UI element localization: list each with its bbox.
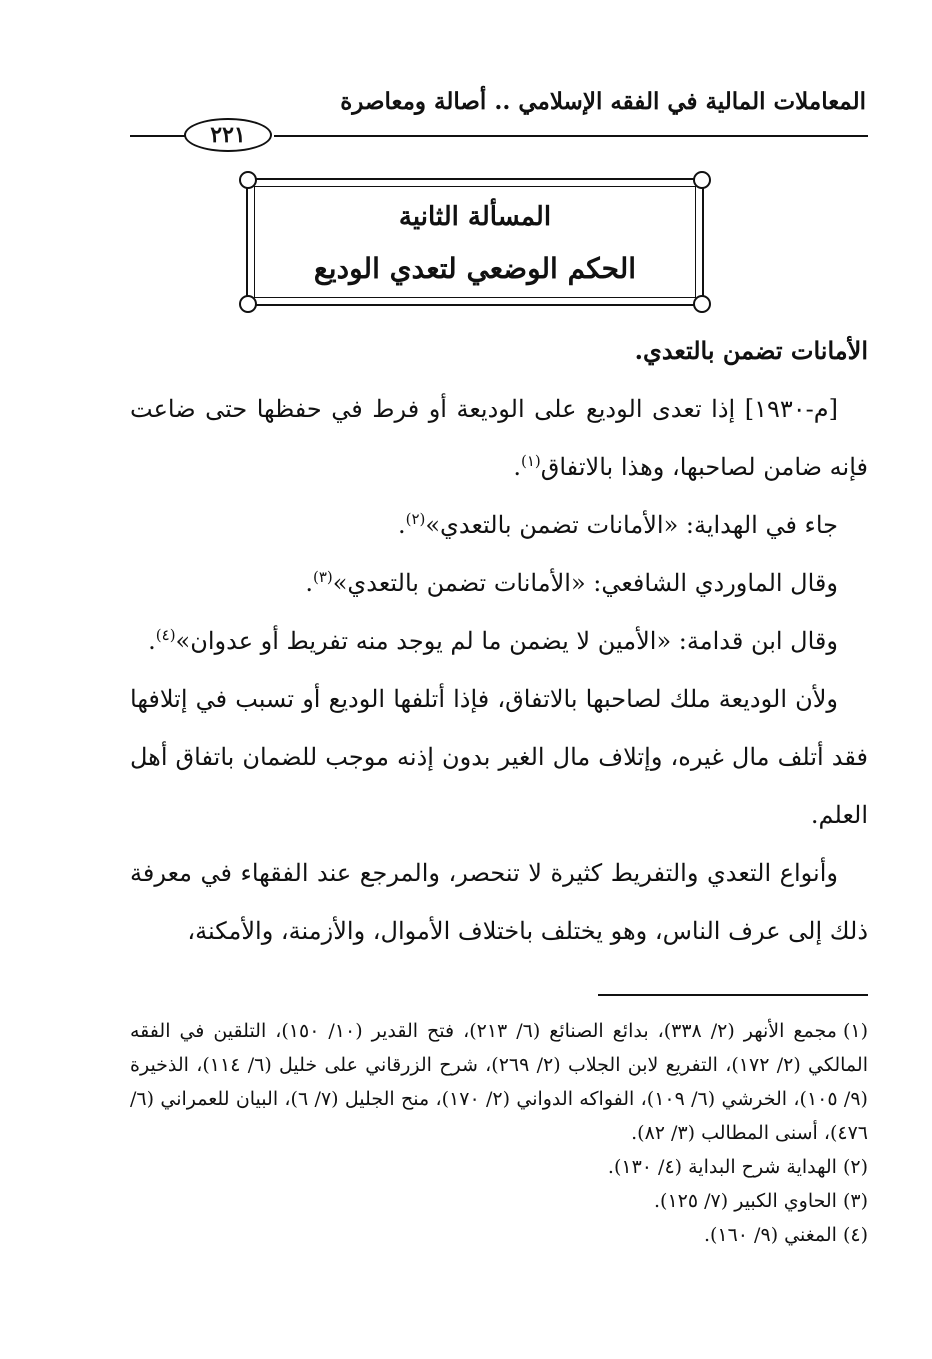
footnotes (130, 1014, 868, 1252)
footnote-text: المغني (٩/ ١٦٠). (703, 1224, 837, 1246)
header-rule (274, 135, 868, 137)
paragraph: ولأن الوديعة ملك لصاحبها بالاتفاق، فإذا أتلفها الوديع أو تسبب في إتلافها فقد أتلف مال غيره، وإتلاف مال الغير بدون إذنه موجب للضمان باتفاق أهل العلم. (130, 685, 868, 829)
paragraph: جاء في الهداية: «الأمانات تضمن بالتعدي»$^{(٢)}$. (397, 510, 838, 539)
footnote-number: (١) (842, 1020, 868, 1042)
footnote-ref: (٢) (405, 510, 426, 528)
ornament-corner (693, 295, 711, 313)
paragraph: وقال ابن قدامة: «الأمين لا يضمن ما لم يوجد منه تفريط أو عدوان»$^{(٤)}$. (148, 626, 838, 655)
main-text (130, 322, 868, 960)
footnote-number: (٤) (842, 1224, 868, 1246)
footnote (130, 1184, 868, 1218)
footnote-separator (598, 994, 868, 996)
paragraph: [م-١٩٣٠] إذا تعدى الوديع على الوديعة أو فرط في حفظها حتى ضاعت فإنه ضامن لصاحبها، وهذا بالاتفاق$^{(١)}$. (130, 395, 868, 481)
footnote-text: الحاوي الكبير (٧/ ١٢٥). (654, 1190, 837, 1212)
ornament-corner (693, 171, 711, 189)
footnote-ref: (٤) (155, 626, 176, 644)
footnote (130, 1218, 868, 1252)
footnote-text: الهداية شرح البداية (٤/ ١٣٠). (607, 1156, 837, 1178)
footnote-text: مجمع الأنهر (٢/ ٣٣٨)، بدائع الصنائع (٦/ ٢١٣)، فتح القدير (١٠/ ١٥٠)، التلقين في الفقه المالكي (٢/ ١٧٢)، التفريع لابن الجلاب (٢/ ٢٦٩)، شرح الزرقاني على خليل (٦/ ١١٤)، الذخيرة (٩/ ١٠٥)، الخرشي (٦/ ١٠٩)، الفواكه الدواني (٢/ ١٧٠)، منح الجليل (٧/ ٦)، البيان للعمراني (٦/ ٤٧٦)، أسنى المطالب (٣/ ٨٢). (130, 1020, 868, 1144)
rule-heading: الأمانات تضمن بالتعدي. (634, 336, 868, 365)
section-title-box (246, 178, 704, 306)
footnote-ref: (٣) (312, 568, 333, 586)
running-header-title: المعاملات المالية في الفقه الإسلامي .. أصالة ومعاصرة (340, 88, 866, 115)
footnote (130, 1014, 868, 1150)
page-number: ٢٢١ (184, 118, 272, 152)
paragraph: وقال الماوردي الشافعي: «الأمانات تضمن بالتعدي»$^{(٣)}$. (305, 568, 838, 597)
section-title: الحكم الوضعي لتعدي الوديع (313, 252, 637, 285)
section-label: المسألة الثانية (398, 202, 552, 232)
footnote-ref: (١) (520, 452, 541, 470)
ornament-corner (239, 295, 257, 313)
ornament-corner (239, 171, 257, 189)
paragraph: وأنواع التعدي والتفريط كثيرة لا تنحصر، والمرجع عند الفقهاء في معرفة ذلك إلى عرف الناس، وهو يختلف باختلاف الأموال، والأزمنة، والأمكنة، (130, 859, 868, 945)
footnote (130, 1150, 868, 1184)
header-rule (130, 135, 186, 137)
footnote-number: (٣) (842, 1190, 868, 1212)
footnote-number: (٢) (842, 1156, 868, 1178)
